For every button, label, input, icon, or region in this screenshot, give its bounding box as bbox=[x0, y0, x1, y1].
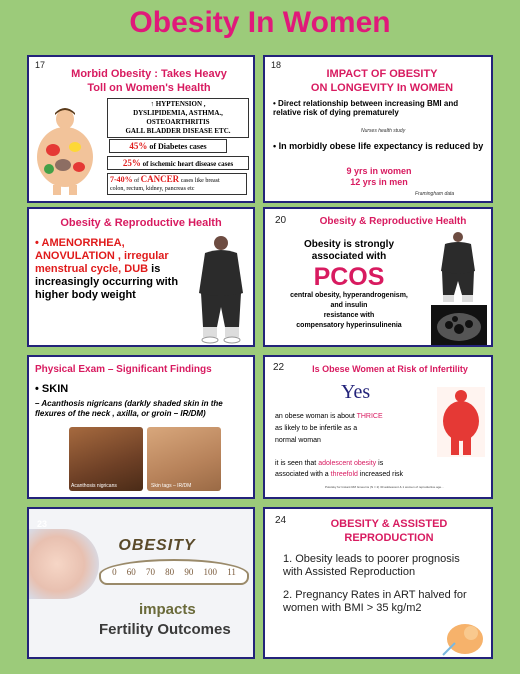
slide-24 bbox=[263, 507, 493, 659]
ultrasound-image bbox=[431, 305, 487, 345]
page-title: Obesity In Women bbox=[129, 6, 391, 39]
art-item-2: 2. Pregnancy Rates in ART halved for women with BMI > 35 kg/m2 bbox=[283, 589, 467, 614]
ischemic-box: 25% of ischemic heart disease cases bbox=[107, 156, 249, 170]
slide-title: Is Obese Women at Risk of Infertility bbox=[312, 364, 468, 374]
fetus-illustration bbox=[441, 619, 485, 657]
slide-number: 24 bbox=[275, 515, 287, 526]
slide-17 bbox=[27, 55, 255, 203]
reproductive-text: • AMENORRHEA, ANOVULATION , irregular menstrual cycle, DUB is increasingly occurring with higher body weight bbox=[35, 237, 179, 301]
skin-tags-photo bbox=[147, 427, 221, 491]
scale-number: 80 bbox=[165, 567, 175, 577]
scale-number: 70 bbox=[145, 567, 155, 577]
baby-photo bbox=[29, 529, 99, 599]
title-line-2: Toll on Women's Health bbox=[87, 82, 211, 94]
acanthosis-photo bbox=[69, 427, 143, 491]
slide-20 bbox=[263, 207, 493, 347]
slide-number: 20 bbox=[275, 215, 287, 226]
obese-woman-photo bbox=[433, 231, 483, 305]
condition-line: GALL BLADDER DISEASE ETC. bbox=[125, 127, 231, 135]
condition-line: DYSLIPIDEMIA, ASTHMA., bbox=[133, 109, 223, 117]
up-arrow-icon: ↑ bbox=[150, 100, 154, 108]
scale-number: 90 bbox=[184, 567, 194, 577]
slide-title: Physical Exam – Significant Findings bbox=[35, 364, 212, 375]
bullet-icon: • bbox=[273, 99, 276, 108]
obesity-banner: OBESITY bbox=[118, 537, 196, 554]
bullet-icon: • bbox=[35, 237, 39, 249]
slide-number: 23 bbox=[37, 519, 48, 529]
source-nurses: Nurses health study bbox=[361, 128, 406, 134]
slide-title bbox=[49, 67, 249, 95]
reference-note: Polotsky for Instant RM Gmeurns (N = 2) 30 adolescent & 1 women of reproductive age... bbox=[325, 485, 444, 489]
yes-answer: Yes bbox=[341, 381, 371, 403]
slide-21 bbox=[27, 355, 255, 499]
fertility-outcomes-text: Fertility Outcomes bbox=[99, 621, 231, 638]
slide-title: Obesity & Reproductive Health bbox=[319, 216, 467, 227]
art-item-1: 1. Obesity leads to poorer prognosis with Assisted Reproduction bbox=[283, 553, 460, 578]
conditions-box bbox=[107, 98, 249, 138]
thrice-para: an obese woman is about THRICE as likely to be infertile as a normal woman bbox=[275, 413, 383, 444]
slide-22 bbox=[263, 355, 493, 499]
men-years: 12 yrs in men bbox=[350, 177, 408, 187]
bullet-icon: • bbox=[273, 141, 277, 151]
slide-number: 18 bbox=[271, 60, 282, 70]
obese-woman-photo bbox=[191, 235, 251, 345]
skin-bullet: • SKIN bbox=[35, 383, 69, 395]
acanthosis-desc: – Acanthosis nigricans (darkly shaded skin in the flexures of the neck , axilla, or groin – IR/DM) bbox=[35, 399, 223, 418]
slide-number: 22 bbox=[273, 362, 285, 373]
bullet-icon: • bbox=[35, 383, 39, 395]
women-years: 9 yrs in women bbox=[346, 166, 412, 176]
condition-line: OSTEOARTHRITIS bbox=[146, 118, 210, 126]
slide-18 bbox=[263, 55, 493, 203]
scale-number: 60 bbox=[126, 567, 136, 577]
slide-title: IMPACT OF OBESITY ON LONGEVITY In WOMEN bbox=[310, 68, 454, 94]
slide-title: Obesity & Reproductive Health bbox=[60, 217, 222, 229]
photo-caption: Skin tags – IR/DM bbox=[151, 483, 192, 489]
bullet-1: • Direct relationship between increasing BMI and relative risk of dying prematurely bbox=[273, 99, 459, 117]
scale-dial bbox=[99, 559, 249, 585]
diabetes-box: 45% of Diabetes cases bbox=[109, 139, 227, 153]
bullet-2: • In morbidly obese life expectancy is reduced by bbox=[273, 141, 484, 151]
condition-line: ↑ HYPTENSION , bbox=[150, 100, 206, 108]
photo-caption: Acanthosis nigricans bbox=[71, 483, 117, 489]
scale-number: 0 bbox=[112, 567, 117, 577]
obese-silhouette-illustration bbox=[437, 387, 485, 457]
obese-figure-illustration bbox=[33, 105, 97, 197]
slide-title: OBESITY & ASSISTED REPRODUCTION bbox=[330, 518, 448, 544]
title-line-1: Morbid Obesity : Takes Heavy bbox=[71, 68, 227, 80]
cancer-box: 7-40% of CANCER cases like breast colon, rectum, kidney, pancreas etc bbox=[107, 173, 247, 195]
scale-number: 11 bbox=[227, 567, 236, 577]
threefold-para: it is seen that adolescent obesity is associated with a threefold increased risk bbox=[275, 460, 404, 478]
pcos-text-block: Obesity is strongly associated with PCOS central obesity, hyperandrogenism, and insulin resistance with compensatory hyperinsulinenia bbox=[290, 239, 408, 329]
slide-23 bbox=[27, 507, 255, 659]
scale-number: 100 bbox=[203, 567, 218, 577]
slide-number: 17 bbox=[35, 60, 46, 70]
slide-19 bbox=[27, 207, 255, 347]
impacts-text: impacts bbox=[139, 601, 196, 618]
source-framingham: Framingham data bbox=[415, 191, 455, 197]
